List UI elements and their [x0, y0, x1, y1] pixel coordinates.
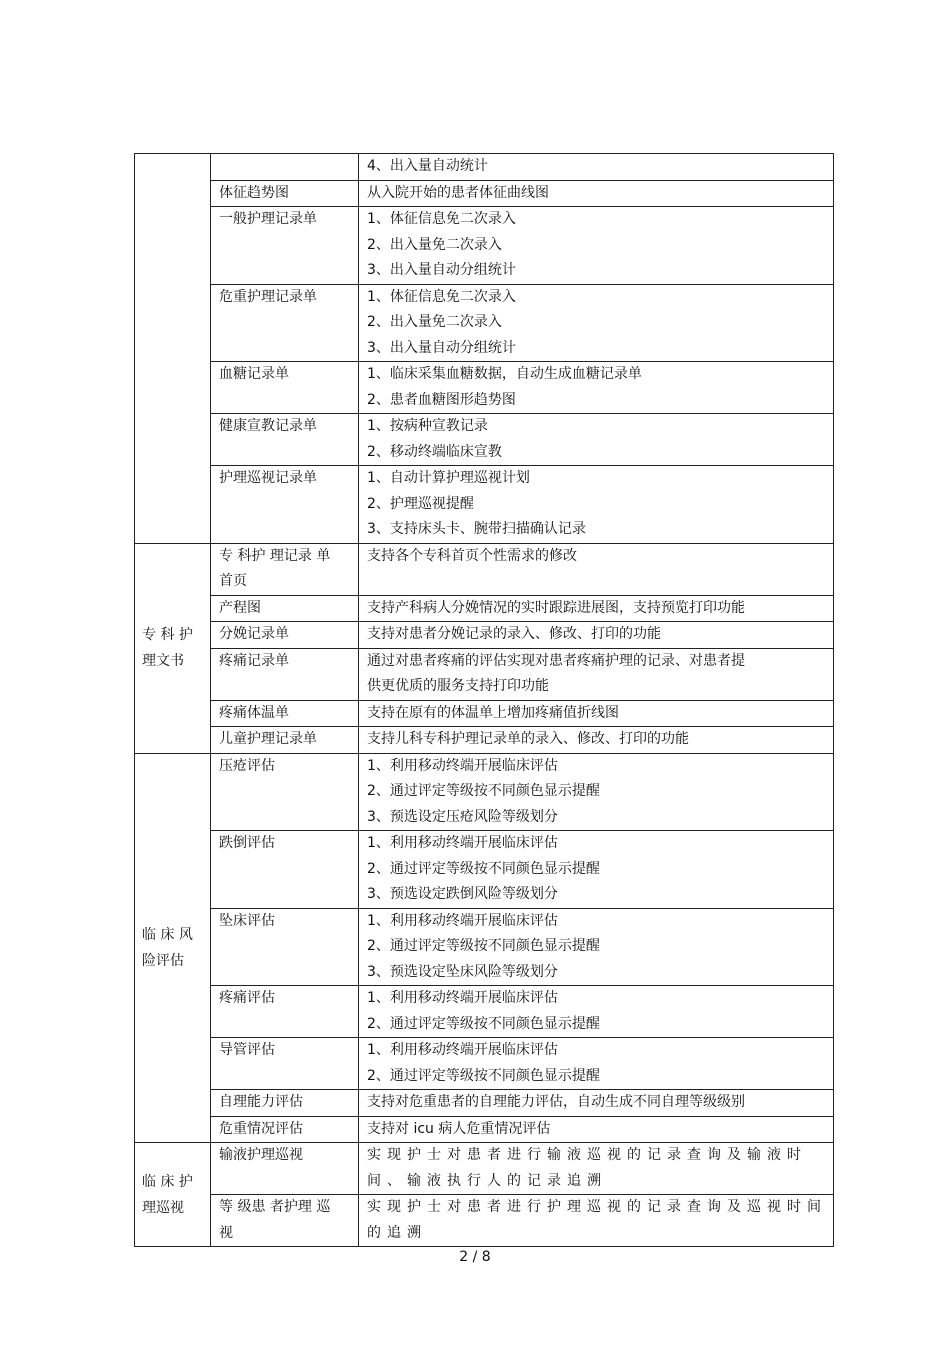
item-desc-line: 支持对 icu 病人危重情况评估: [367, 1120, 551, 1137]
page-number: 2 / 8: [459, 1249, 491, 1265]
item-desc-line: 3、出入量自动分组统计: [367, 339, 516, 356]
item-desc-line: 1、利用移动终端开展临床评估: [367, 990, 558, 1006]
item-desc-cell: [359, 595, 834, 622]
item-name-cell: [211, 154, 359, 181]
item-desc-line: 2、通过评定等级按不同颜色显示提醒: [367, 1015, 600, 1032]
table-row: [135, 648, 834, 700]
category-label: 临 床 护: [142, 1173, 193, 1190]
item-name: 疼痛体温单: [219, 704, 289, 721]
table-row: [135, 466, 834, 544]
item-desc-line: 间、输液执行人的记录追溯: [367, 1172, 607, 1189]
item-desc-line: 2、出入量免二次录入: [367, 314, 502, 330]
item-name-cell: [211, 831, 359, 909]
table-row: [135, 1090, 834, 1117]
item-name-cell: [211, 1038, 359, 1090]
table-row: [135, 180, 834, 207]
item-desc-cell: [359, 700, 834, 727]
item-desc-line: 支持对患者分娩记录的录入、修改、打印的功能: [367, 626, 661, 642]
item-desc-line: 实现护士对患者进行输液巡视的记录查询及输液时: [367, 1147, 807, 1163]
item-name-cell: [211, 595, 359, 622]
item-name: 一般护理记录单: [219, 211, 317, 227]
item-desc-line: 供更优质的服务支持打印功能: [367, 678, 549, 694]
category-label: 专 科 护: [142, 627, 193, 643]
category-label: 理巡视: [142, 1199, 184, 1216]
feature-table: [134, 153, 834, 1247]
item-desc-line: 支持在原有的体温单上增加疼痛值折线图: [367, 704, 619, 721]
category-label: 理文书: [142, 653, 184, 669]
item-desc-cell: [359, 753, 834, 831]
item-desc-cell: [359, 727, 834, 754]
item-name-cell: [211, 1090, 359, 1117]
category-label: 临 床 风: [142, 926, 193, 943]
item-name-cell: [211, 622, 359, 649]
item-name: 分娩记录单: [219, 626, 289, 642]
item-desc-cell: [359, 1143, 834, 1195]
item-desc-cell: [359, 180, 834, 207]
item-desc-line: 支持产科病人分娩情况的实时跟踪进展图，支持预览打印功能: [367, 599, 745, 616]
table-row: [135, 154, 834, 181]
item-desc-line: 2、患者血糖图形趋势图: [367, 391, 516, 408]
item-desc-cell: [359, 1116, 834, 1143]
item-desc-line: 支持各个专科首页个性需求的修改: [367, 547, 577, 564]
item-name: 危重情况评估: [219, 1120, 303, 1137]
table-row: [135, 727, 834, 754]
item-desc-line: 实现护士对患者进行护理巡视的记录查询及巡视时间: [367, 1199, 827, 1215]
item-desc-cell: [359, 1195, 834, 1247]
item-desc-line: 3、预选设定压疮风险等级划分: [367, 808, 558, 825]
item-desc-line: 1、利用移动终端开展临床评估: [367, 757, 558, 774]
item-desc-line: 2、移动终端临床宣教: [367, 443, 502, 460]
item-name: 坠床评估: [219, 912, 275, 929]
item-name: 压疮评估: [219, 757, 275, 774]
item-name: 产程图: [219, 599, 261, 616]
item-desc-cell: [359, 362, 834, 414]
item-name: 视: [219, 1224, 233, 1241]
item-desc-line: 3、出入量自动分组统计: [367, 262, 516, 278]
table-row: [135, 831, 834, 909]
item-desc-cell: [359, 831, 834, 909]
item-desc-line: 1、体征信息免二次录入: [367, 211, 516, 227]
item-name-cell: [211, 362, 359, 414]
item-desc-line: 2、通过评定等级按不同颜色显示提醒: [367, 938, 600, 954]
item-desc-line: 的追溯: [367, 1224, 427, 1241]
item-name: 等 级患 者护理 巡: [219, 1199, 331, 1215]
item-desc-cell: [359, 908, 834, 986]
table-row: [135, 908, 834, 986]
item-desc-line: 3、预选设定跌倒风险等级划分: [367, 886, 558, 902]
category-label: 险评估: [142, 952, 184, 969]
table-row: [135, 207, 834, 285]
item-name-cell: [211, 543, 359, 595]
item-desc-line: 1、按病种宣教记录: [367, 418, 488, 434]
table-row: [135, 753, 834, 831]
item-name: 血糖记录单: [219, 366, 289, 382]
category-cell: [135, 543, 211, 753]
item-desc-line: 从入院开始的患者体征曲线图: [367, 184, 549, 201]
item-name-cell: [211, 207, 359, 285]
item-desc-line: 2、通过评定等级按不同颜色显示提醒: [367, 1067, 600, 1084]
table-row: [135, 284, 834, 362]
item-name-cell: [211, 700, 359, 727]
item-name-cell: [211, 727, 359, 754]
item-desc-line: 2、通过评定等级按不同颜色显示提醒: [367, 860, 600, 877]
item-desc-line: 通过对患者疼痛的评估实现对患者疼痛护理的记录、对患者提: [367, 652, 745, 669]
item-name: 疼痛评估: [219, 990, 275, 1006]
item-name-cell: [211, 648, 359, 700]
category-cell: [135, 154, 211, 544]
item-desc-cell: [359, 154, 834, 181]
item-name: 危重护理记录单: [219, 288, 317, 305]
item-name: 跌倒评估: [219, 835, 275, 851]
item-desc-line: 2、通过评定等级按不同颜色显示提醒: [367, 783, 600, 799]
item-desc-cell: [359, 207, 834, 285]
table-row: [135, 1195, 834, 1247]
item-name: 专 科护 理记录 单: [219, 547, 331, 564]
item-desc-cell: [359, 543, 834, 595]
item-desc-line: 1、自动计算护理巡视计划: [367, 470, 530, 486]
item-name-cell: [211, 986, 359, 1038]
item-name: 输液护理巡视: [219, 1147, 303, 1163]
item-name-cell: [211, 1116, 359, 1143]
item-name-cell: [211, 414, 359, 466]
item-desc-cell: [359, 284, 834, 362]
item-name: 儿童护理记录单: [219, 731, 317, 747]
item-desc-cell: [359, 466, 834, 544]
item-name-cell: [211, 466, 359, 544]
category-cell: [135, 753, 211, 1143]
item-desc-cell: [359, 1038, 834, 1090]
table-row: [135, 986, 834, 1038]
item-name: 护理巡视记录单: [219, 470, 317, 486]
item-desc-line: 1、利用移动终端开展临床评估: [367, 1042, 558, 1058]
item-name-cell: [211, 908, 359, 986]
table-row: [135, 1143, 834, 1195]
item-name-cell: [211, 180, 359, 207]
item-name-cell: [211, 1195, 359, 1247]
item-desc-line: 1、体征信息免二次录入: [367, 288, 516, 305]
table-row: [135, 1116, 834, 1143]
table-row: [135, 622, 834, 649]
item-desc-cell: [359, 648, 834, 700]
item-name: 导管评估: [219, 1042, 275, 1058]
item-desc-cell: [359, 414, 834, 466]
item-desc-cell: [359, 986, 834, 1038]
table-row: [135, 595, 834, 622]
item-desc-line: 1、利用移动终端开展临床评估: [367, 912, 558, 929]
item-name-cell: [211, 753, 359, 831]
table-row: [135, 1038, 834, 1090]
category-cell: [135, 1143, 211, 1247]
table-row: [135, 362, 834, 414]
item-desc-cell: [359, 1090, 834, 1117]
item-desc-line: 1、临床采集血糖数据，自动生成血糖记录单: [367, 366, 642, 382]
item-name: 健康宣教记录单: [219, 418, 317, 434]
table-row: [135, 414, 834, 466]
item-name: 自理能力评估: [219, 1094, 303, 1110]
item-name: 疼痛记录单: [219, 652, 289, 669]
item-name-cell: [211, 284, 359, 362]
item-desc-cell: [359, 622, 834, 649]
item-name: 首页: [219, 573, 247, 589]
item-desc-line: 1、利用移动终端开展临床评估: [367, 835, 558, 851]
item-desc-line: 支持儿科专科护理记录单的录入、修改、打印的功能: [367, 731, 689, 747]
table-row: [135, 543, 834, 595]
item-desc-line: 3、支持床头卡、腕带扫描确认记录: [367, 521, 586, 537]
item-desc-line: 2、出入量免二次录入: [367, 236, 502, 253]
item-desc-line: 2、护理巡视提醒: [367, 495, 474, 512]
item-name-cell: [211, 1143, 359, 1195]
item-desc-line: 4、出入量自动统计: [367, 158, 488, 174]
table-row: [135, 700, 834, 727]
item-desc-line: 3、预选设定坠床风险等级划分: [367, 963, 558, 980]
item-desc-line: 支持对危重患者的自理能力评估，自动生成不同自理等级级别: [367, 1094, 745, 1110]
item-name: 体征趋势图: [219, 184, 289, 201]
